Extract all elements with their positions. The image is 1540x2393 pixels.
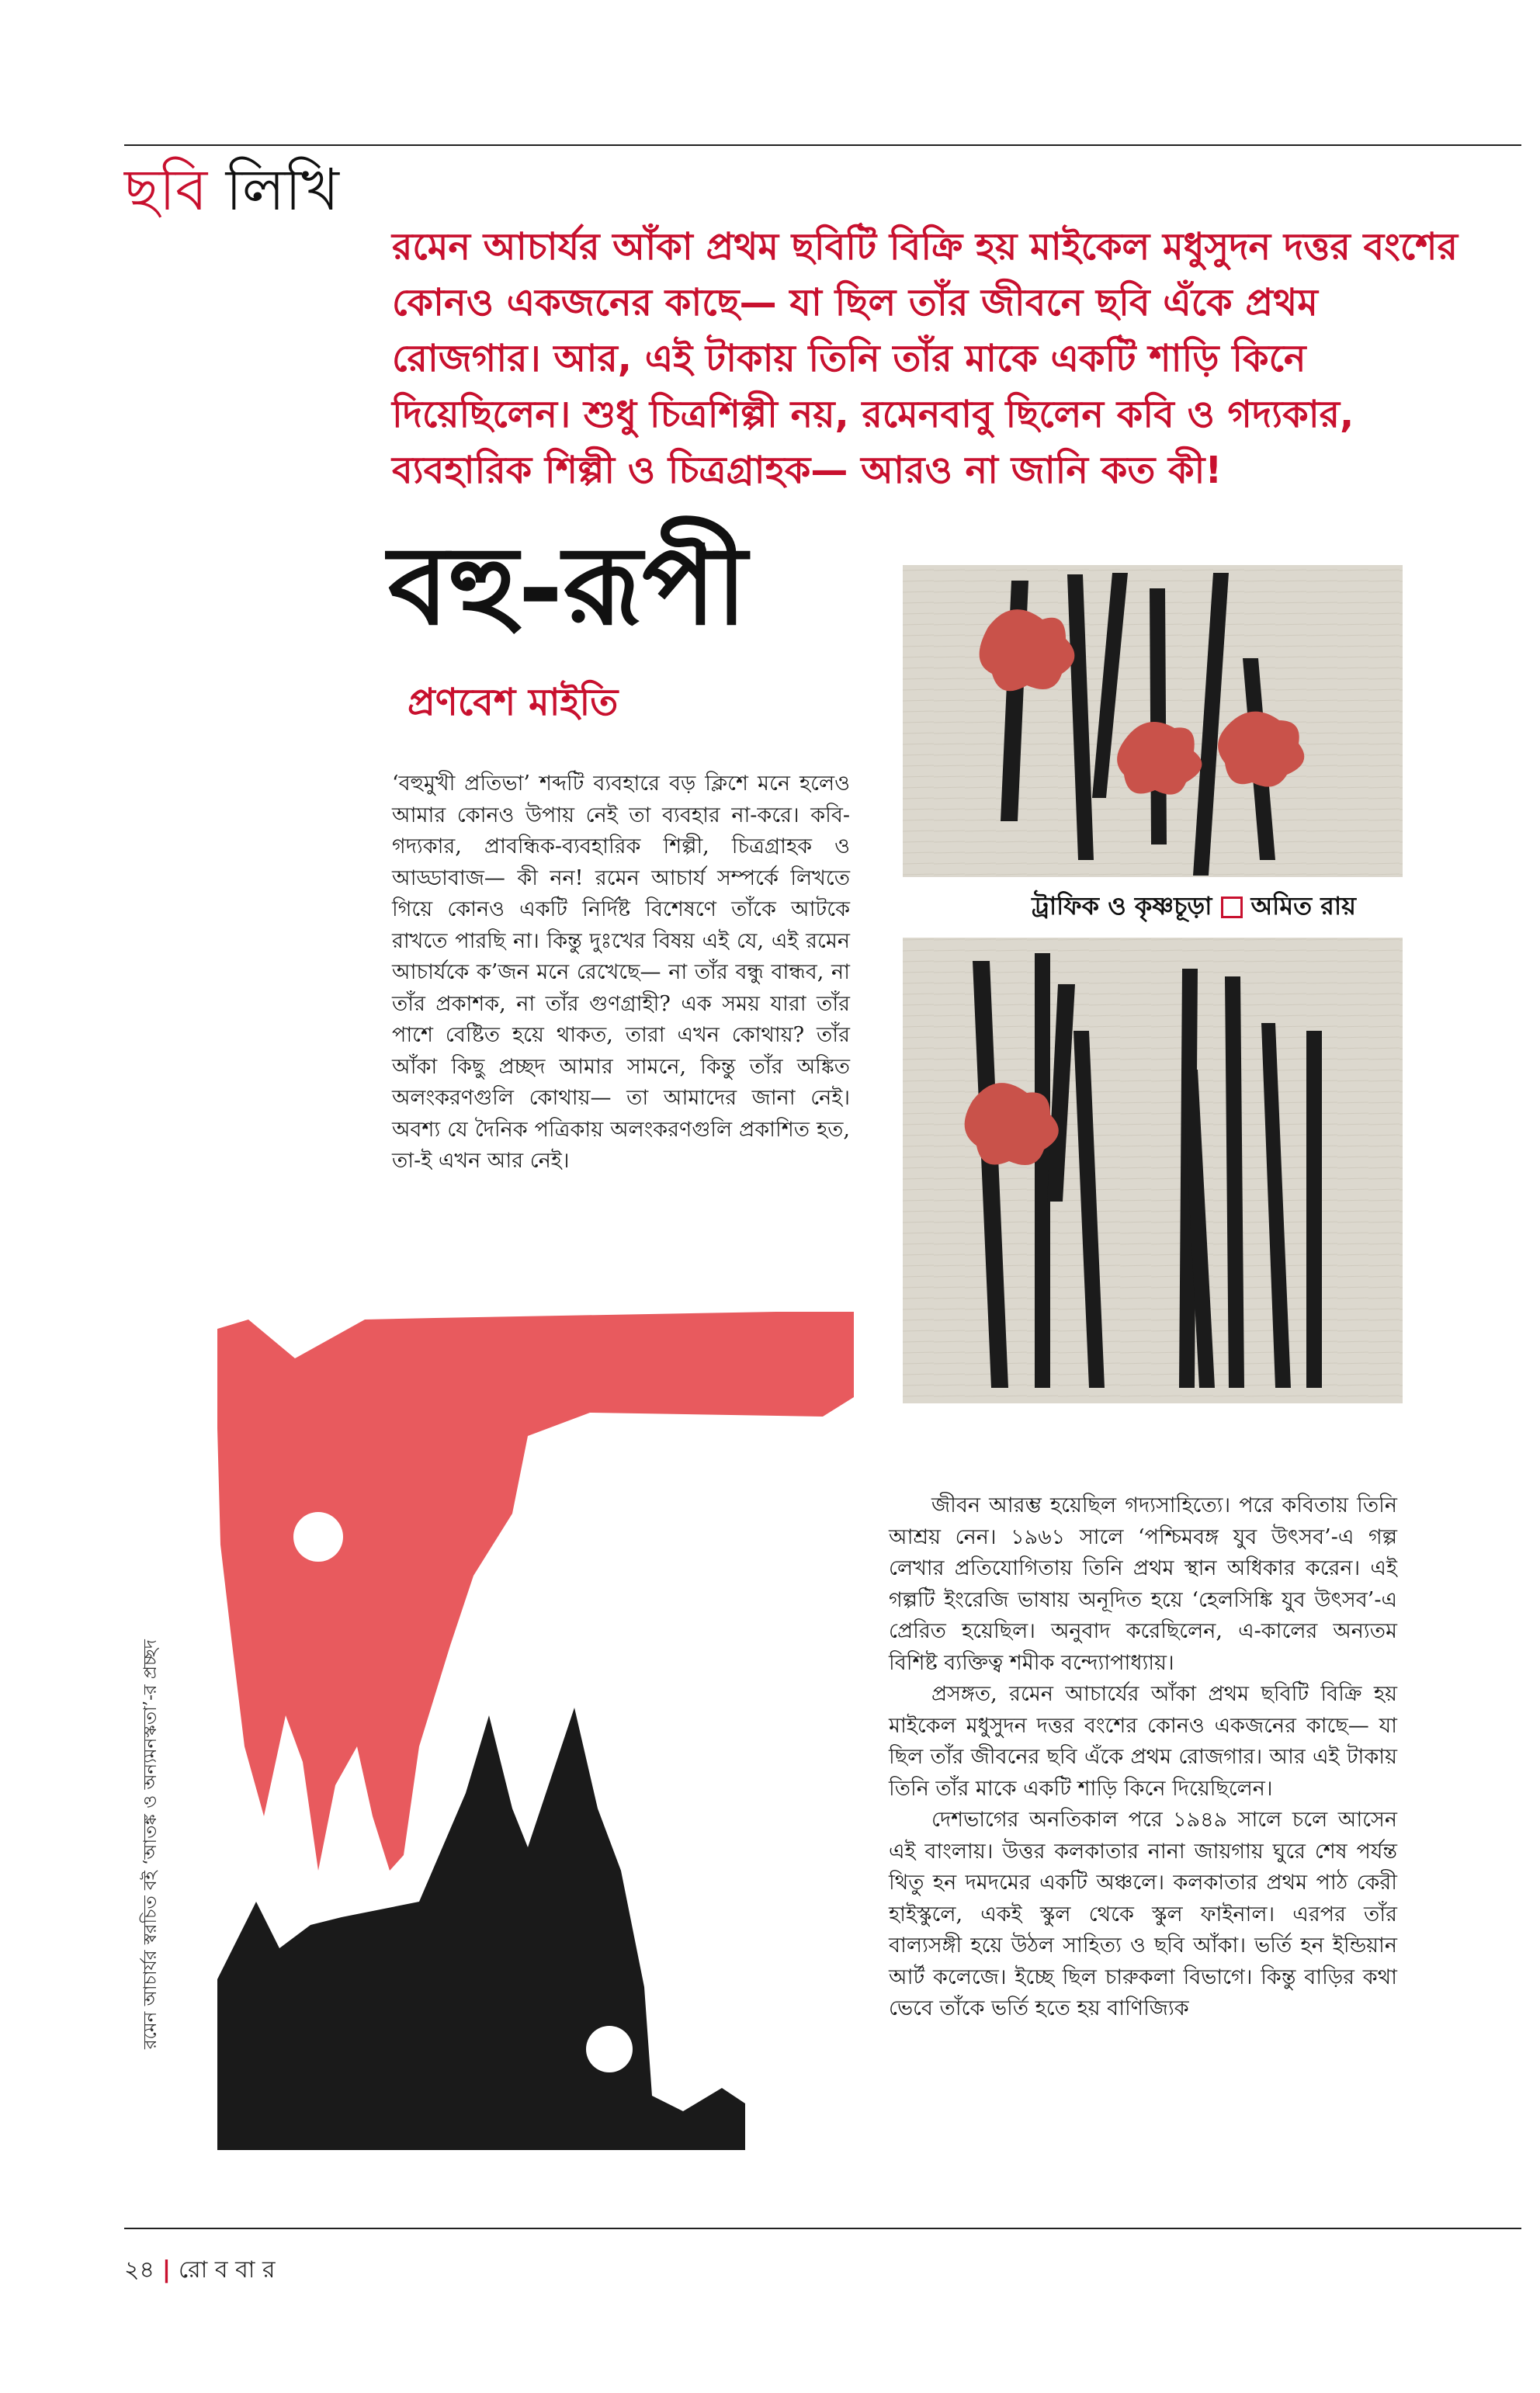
poster-title: ট্রাফিক ও কৃষ্ণচূড়া [1032, 891, 1212, 921]
top-rule [124, 144, 1521, 146]
book-cover-image [186, 1312, 854, 2150]
body-paragraph: প্রসঙ্গত, রমেন আচার্যের আঁকা প্রথম ছবিটি বিক্রি হয় মাইকেল মধুসুদন দত্তর বংশের কোনও একজনের কাছে— যা ছিল তাঁর জীবনের ছবি এঁকে প্রথম রোজগার। আর এই টাকায় তিনি তাঁর মাকে একটি শাড়ি কিনে দিয়েছিলেন। [889, 1682, 1397, 1801]
poster-caption [903, 877, 1403, 938]
body-column-2 [889, 1490, 1397, 2025]
page-number: ২৪ [124, 2256, 154, 2284]
page-footer [124, 2251, 276, 2291]
body-paragraph: ‘বহুমুখী প্রতিভা’ শব্দটি ব্যবহারে বড় ক্লিশে মনে হলেও আমার কোনও উপায় নেই তা ব্যবহার না-করে। কবি-গদ্যকার, প্রাবন্ধিক-ব্যবহারিক শিল্পী, চিত্রগ্রাহক ও আড্ডাবাজ— কী নন! রমেন আচার্য সম্পর্কে লিখতে গিয়ে কোনও একটি নির্দিষ্ট বিশেষণে তাঁকে আটকে রাখতে পারছি না। কিন্তু দুঃখের বিষয় এই যে, এই রমেন আচার্যকে ক’জন মনে রেখেছে— না তাঁর বন্ধু বান্ধব, না তাঁর প্রকাশক, না তাঁর গুণগ্রাহী? এক সময় যারা তাঁর পাশে বেষ্টিত হয়ে থাকত, তারা এখন কোথায়? তাঁর আঁকা কিছু প্রচ্ছদ আমার সামনে, কিন্তু তাঁর অঙ্কিত অলংকরণগুলি কোথায়— তা আমাদের জানা নেই। অবশ্য যে দৈনিক পত্রিকায় অলংকরণগুলি প্রকাশিত হত, তা-ই এখন আর নেই। [392, 772, 850, 1173]
poster-image [903, 565, 1403, 1403]
headline: বহু-রূপী [388, 522, 747, 650]
poster-author: অমিত রায় [1250, 891, 1356, 921]
separator-box-icon [1221, 897, 1243, 918]
section-label-word2: লিখি [225, 157, 339, 224]
side-credit: রমেন আচার্যর স্বরচিত বই ‘আতঙ্ক ও অন্যমনস্কতা’-র প্রচ্ছদ [140, 1639, 161, 2049]
section-label [124, 155, 339, 225]
section-label-word1: ছবি [124, 157, 208, 224]
bottom-rule [124, 2228, 1521, 2229]
lead-paragraph: রমেন আচার্যর আঁকা প্রথম ছবিটি বিক্রি হয় মাইকেল মধুসুদন দত্তর বংশের কোনও একজনের কাছে— যা ছিল তাঁর জীবনে ছবি এঁকে প্রথম রোজগার। আর, এই টাকায় তিনি তাঁর মাকে একটি শাড়ি কিনে দিয়েছিলেন। শুধু চিত্রশিল্পী নয়, রমেনবাবু ছিলেন কবি ও গদ্যকার, ব্যবহারিক শিল্পী ও চিত্রগ্রাহক— আরও না জানি কত কী! [392, 225, 1458, 492]
body-paragraph: দেশভাগের অনতিকাল পরে ১৯৪৯ সালে চলে আসেন এই বাংলায়। উত্তর কলকাতার নানা জায়গায় ঘুরে শেষ পর্যন্ত থিতু হন দমদমের একটি অঞ্চলে। কলকাতার প্রথম পাঠ কেরী হাইস্কুলে, একই স্কুল থেকে স্কুল ফাইনাল। এরপর তাঁর বাল্যসঙ্গী হয়ে উঠল সাহিত্য ও ছবি আঁকা। ভর্তি হন ইন্ডিয়ান আর্ট কলেজে। ইচ্ছে ছিল চারুকলা বিভাগে। কিন্তু বাড়ির কথা ভেবে তাঁকে ভর্তি হতে হয় বাণিজ্যিক [889, 1808, 1397, 2020]
book-cover-artwork [186, 1312, 854, 2150]
body-paragraph: জীবন আরম্ভ হয়েছিল গদ্যসাহিত্যে। পরে কবিতায় তিনি আশ্রয় নেন। ১৯৬১ সালে ‘পশ্চিমবঙ্গ যুব উৎসব’-এ গল্প লেখার প্রতিযোগিতায় তিনি প্রথম স্থান অধিকার করেন। এই গল্পটি ইংরেজি ভাষায় অনূদিত হয়ে ‘হেলসিঙ্কি যুব উৎসব’-এ প্রেরিত হয়েছিল। অনুবাদ করেছিলেন, এ-কালের অন্যতম বিশিষ্ট ব্যক্তিত্ব শমীক বন্দ্যোপাধ্যায়। [889, 1493, 1397, 1675]
byline: প্রণবেশ মাইতি [408, 681, 619, 724]
cover-black-eye [586, 2026, 633, 2072]
cover-red-eye [293, 1512, 343, 1562]
poster-artwork [903, 565, 1403, 1403]
footer-separator: | [161, 2256, 171, 2284]
magazine-name: রো ব বা র [178, 2256, 276, 2284]
body-column-1 [392, 768, 850, 1177]
